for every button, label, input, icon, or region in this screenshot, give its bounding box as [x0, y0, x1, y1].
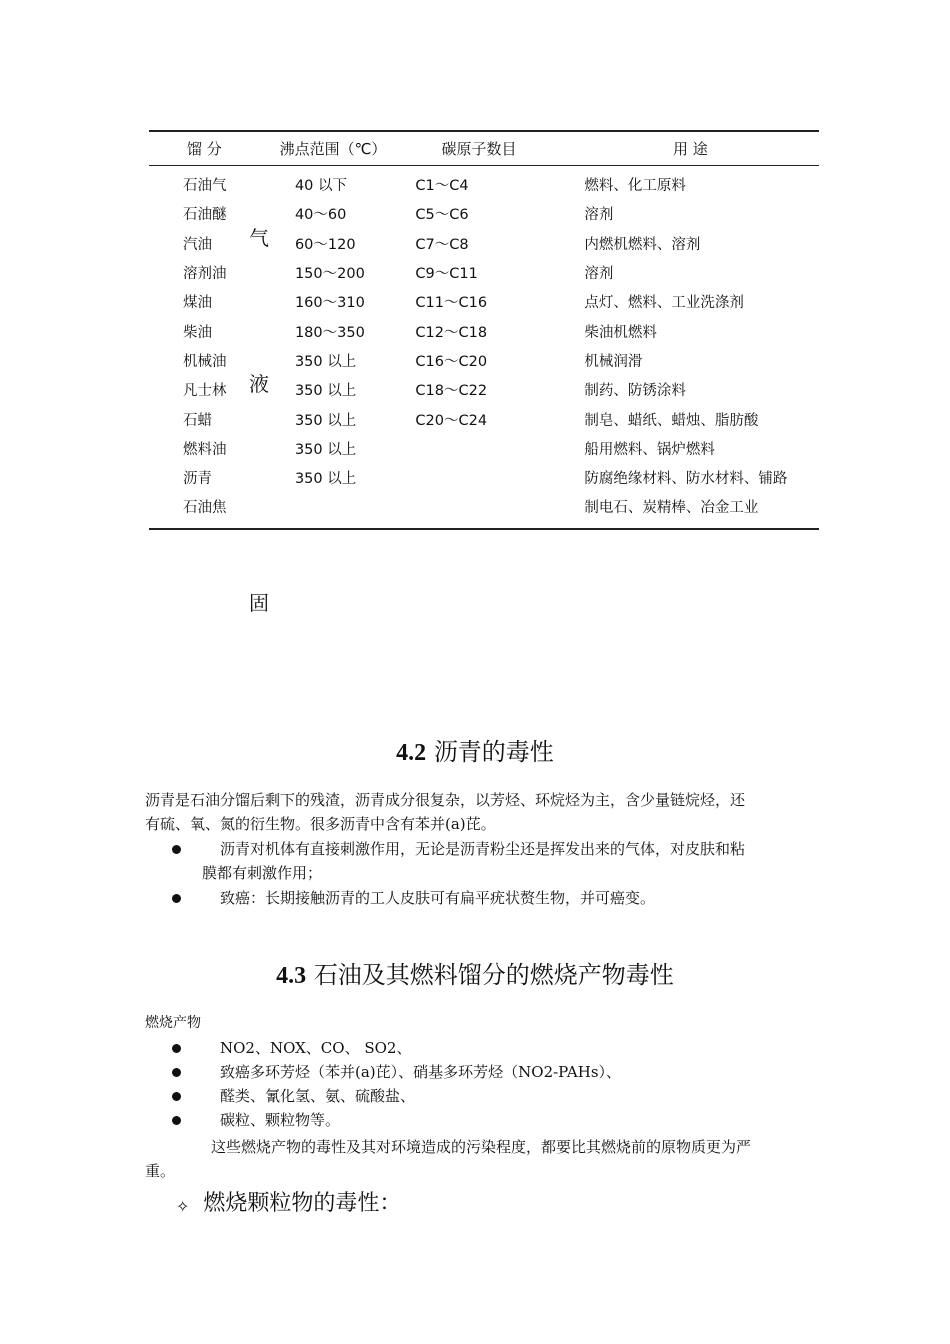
- cell-boiling-range: 160～310: [294, 295, 365, 312]
- cell-fraction: 机械油: [183, 353, 227, 370]
- cell-fraction: 石油气: [183, 178, 227, 195]
- cell-carbon-count: C7～C8: [415, 236, 469, 253]
- table-row: [149, 492, 819, 521]
- section-title: 沥青的毒性: [433, 738, 554, 766]
- bullet-dot-icon: [172, 894, 181, 903]
- cell-boiling-range: 180～350: [294, 324, 365, 341]
- bullet-item: [172, 886, 812, 910]
- table-row: [149, 434, 819, 463]
- bullet-text: NO2、NOX、CO、 SO2、: [220, 1039, 412, 1057]
- table-body: [149, 166, 819, 528]
- bullet-item: [172, 1060, 812, 1084]
- paragraph-line: 沥青是石油分馏后剩下的残渣，沥青成分很复杂，以芳烃、环烷烃为主，含少量链烷烃，还: [145, 791, 746, 809]
- cell-boiling-range: 350 以上: [294, 441, 357, 458]
- cell-usage: 溶剂: [584, 207, 614, 224]
- table-row: [149, 287, 819, 316]
- cell-fraction: 石油醚: [183, 207, 227, 224]
- table-row: [149, 316, 819, 345]
- cell-fraction: 沥青: [183, 471, 212, 488]
- subheading-text: 燃烧颗粒物的毒性：: [203, 1191, 402, 1216]
- header-usage: 用 途: [673, 140, 708, 158]
- cell-fraction: 煤油: [183, 295, 212, 312]
- cell-usage: 制药、防锈涂料: [584, 383, 686, 400]
- table-header: [149, 132, 819, 166]
- section-number: 4.3: [276, 963, 307, 989]
- bullet-dot-icon: [172, 1116, 181, 1125]
- cell-usage: 点灯、燃料、工业洗涤剂: [584, 295, 744, 312]
- bullet-text-continued: 膜都有刺激作用；: [202, 864, 323, 882]
- section-4-2-intro: [145, 788, 810, 836]
- cell-carbon-count: C16～C20: [415, 353, 488, 370]
- section-title: 石油及其燃料馏分的燃烧产物毒性: [313, 961, 674, 989]
- table-row: [149, 463, 819, 492]
- cell-usage: 燃料、化工原料: [584, 178, 686, 195]
- bullet-dot-icon: [172, 1068, 181, 1077]
- header-fraction: 馏 分: [187, 140, 222, 158]
- cell-fraction: 石蜡: [183, 412, 212, 429]
- bullet-dot-icon: [172, 1044, 181, 1053]
- cell-usage: 制电石、炭精棒、冶金工业: [584, 500, 759, 517]
- table-row: [149, 404, 819, 433]
- section-4-3-summary: [145, 1135, 810, 1183]
- bullet-dot-icon: [172, 1092, 181, 1101]
- state-liquid-label: 液: [249, 372, 269, 396]
- diamond-outline-icon: ✧: [176, 1197, 190, 1216]
- cell-usage: 船用燃料、锅炉燃料: [584, 441, 715, 458]
- state-gas-label: 气: [249, 226, 269, 250]
- table-row: [149, 170, 819, 199]
- cell-carbon-count: C9～C11: [415, 266, 478, 283]
- state-solid-label: 固: [249, 591, 269, 615]
- cell-boiling-range: 350 以上: [294, 353, 357, 370]
- cell-fraction: 燃料油: [183, 441, 227, 458]
- section-4-3-heading: [0, 955, 950, 990]
- cell-usage: 溶剂: [584, 266, 614, 283]
- header-carbon-count: 碳原子数目: [441, 140, 517, 158]
- cell-usage: 机械润滑: [584, 353, 643, 370]
- combustion-products-label: 燃烧产物: [145, 1015, 201, 1031]
- cell-usage: 柴油机燃料: [584, 324, 657, 341]
- bullet-text: 碳粒、颗粒物等。: [220, 1111, 341, 1129]
- fraction-table: [149, 130, 819, 530]
- cell-carbon-count: C1～C4: [415, 178, 469, 195]
- cell-usage: 内燃机燃料、溶剂: [584, 236, 701, 253]
- paragraph-line: 重。: [145, 1162, 176, 1180]
- bullet-text: 沥青对机体有直接刺激作用，无论是沥青粉尘还是挥发出来的气体，对皮肤和粘: [220, 840, 746, 858]
- cell-fraction: 柴油: [183, 324, 212, 341]
- cell-boiling-range: 150～200: [294, 266, 365, 283]
- bullet-item: [172, 1036, 812, 1060]
- cell-boiling-range: 350 以上: [294, 471, 357, 488]
- particulate-toxicity-subheading: [176, 1186, 401, 1217]
- header-boiling-range: 沸点范围（℃）: [279, 140, 387, 158]
- bullet-text: 醛类、氰化氢、氨、硫酸盐、: [220, 1087, 416, 1105]
- bullet-text: 致癌多环芳烃（苯并(a)芘）、硝基多环芳烃（NO2-PAHs）、: [220, 1063, 622, 1081]
- bullet-item: [172, 1084, 812, 1108]
- cell-boiling-range: 40～60: [294, 207, 347, 224]
- cell-fraction: 汽油: [183, 236, 212, 253]
- bullet-text: 致癌：长期接触沥青的工人皮肤可有扁平疣状赘生物，并可癌变。: [220, 889, 656, 907]
- bullet-item: [172, 837, 812, 885]
- section-4-2-heading: [0, 732, 950, 767]
- cell-boiling-range: 40 以下: [294, 178, 348, 195]
- cell-carbon-count: C5～C6: [415, 207, 469, 224]
- cell-boiling-range: 350 以上: [294, 383, 357, 400]
- cell-usage: 制皂、蜡纸、蜡烛、脂肪酸: [584, 412, 759, 429]
- cell-boiling-range: 350 以上: [294, 412, 357, 429]
- paragraph-line: 有硫、氧、氮的衍生物。很多沥青中含有苯并(a)芘。: [145, 815, 496, 833]
- cell-carbon-count: C20～C24: [415, 412, 488, 429]
- cell-carbon-count: C18～C22: [415, 383, 488, 400]
- cell-carbon-count: C12～C18: [415, 324, 488, 341]
- section-number: 4.2: [396, 740, 427, 766]
- bullet-item: [172, 1108, 812, 1132]
- cell-fraction: 石油焦: [183, 500, 227, 517]
- table-row: [149, 258, 819, 287]
- cell-carbon-count: C11～C16: [415, 295, 488, 312]
- cell-boiling-range: 60～120: [294, 236, 356, 253]
- bullet-dot-icon: [172, 845, 181, 854]
- cell-fraction: 凡士林: [183, 383, 227, 400]
- cell-usage: 防腐绝缘材料、防水材料、铺路: [584, 471, 788, 488]
- cell-fraction: 溶剂油: [183, 266, 227, 283]
- paragraph-line: 这些燃烧产物的毒性及其对环境造成的污染程度，都要比其燃烧前的原物质更为严: [211, 1138, 752, 1156]
